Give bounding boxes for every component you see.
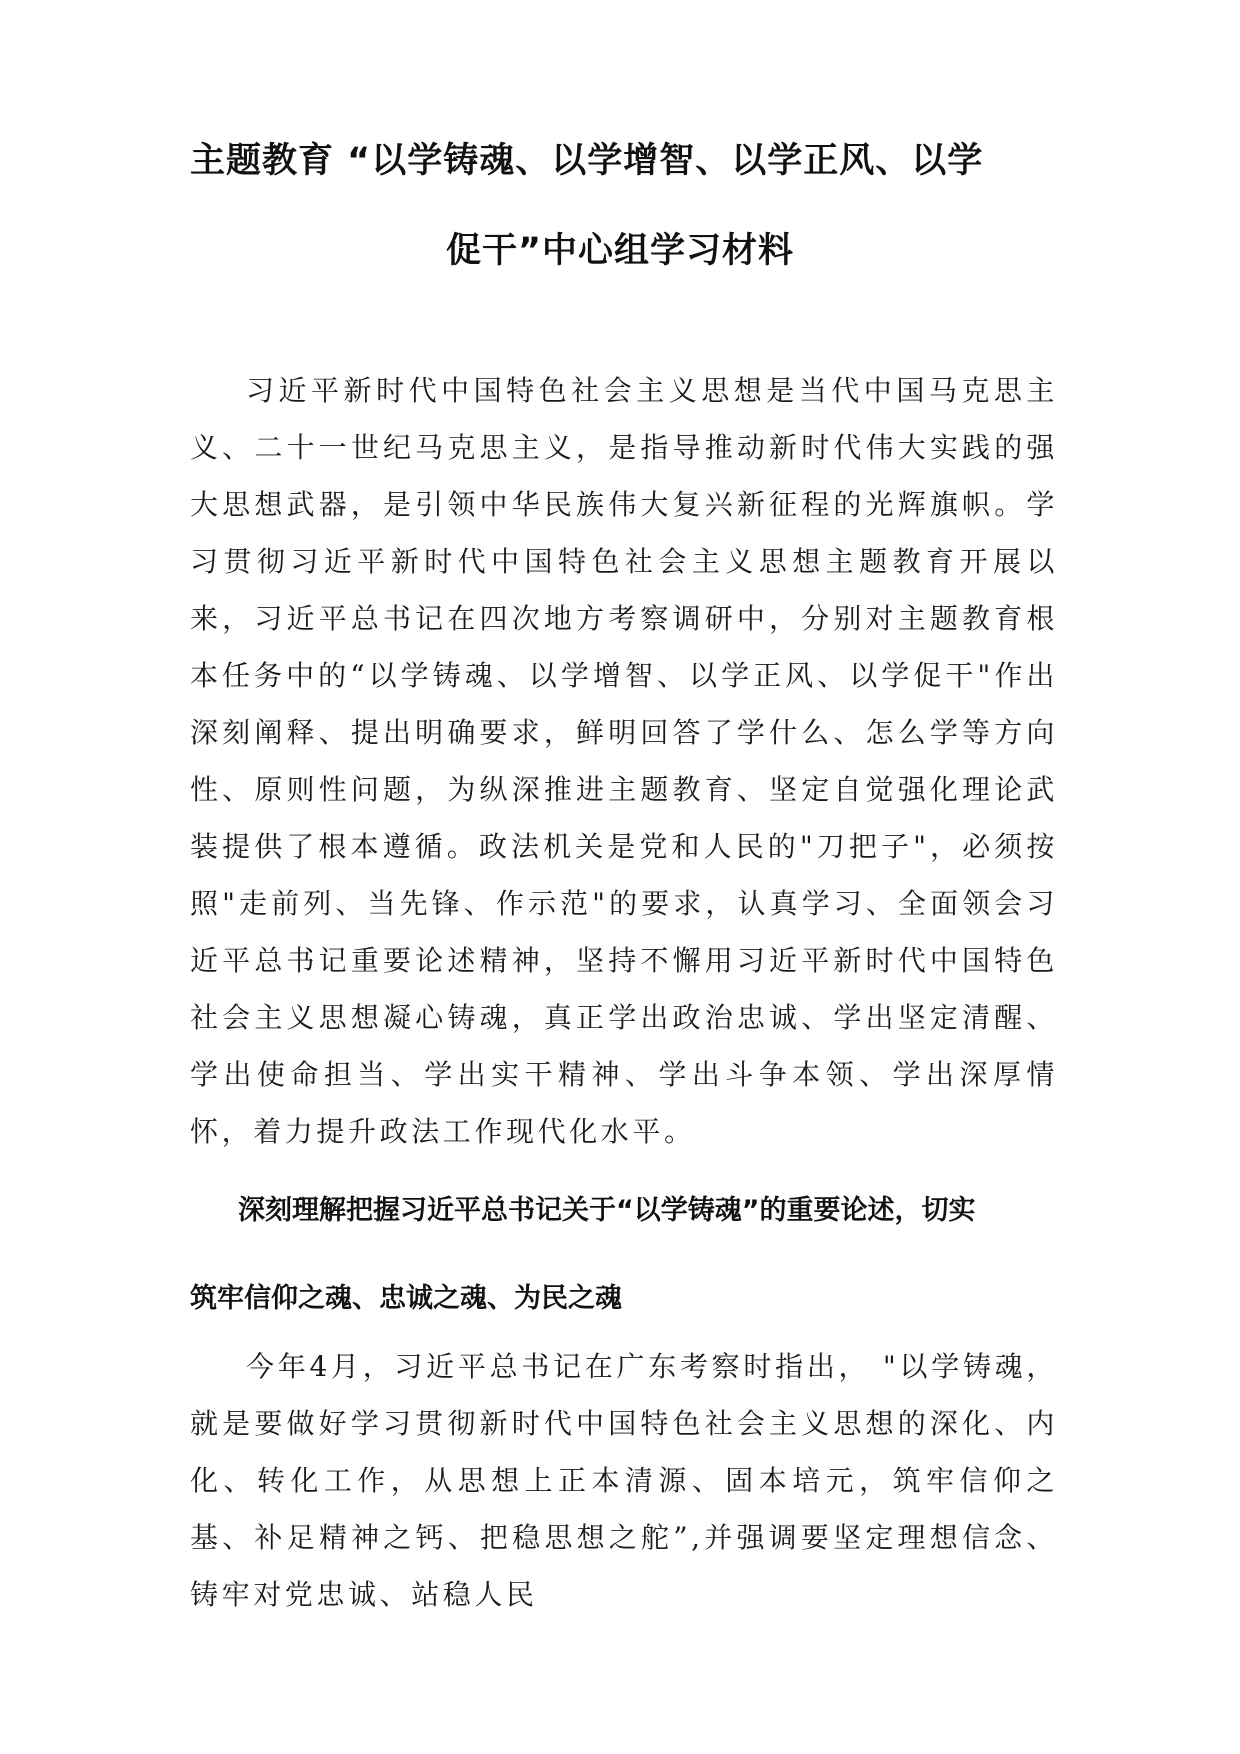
intro-paragraph: 习近平新时代中国特色社会主义思想是当代中国马克思主义、二十一世纪马克思主义，是指导推动新时代伟大实践的强大思想武器，是引领中华民族伟大复兴新征程的光辉旗帜。学习贯彻习近平新时代中国特色社会主义思想主题教育开展以来，习近平总书记在四次地方考察调研中，分别对主题教育根本任务中的“以学铸魂、以学增智、以学正风、以学促干"作出深刻阐释、提出明确要求，鲜明回答了学什么、怎么学等方向性、原则性问题，为纵深推进主题教育、坚定自觉强化理论武装提供了根本遵循。政法机关是党和人民的"刀把子"，必须按照"走前列、当先锋、作示范"的要求，认真学习、全面领会习近平总书记重要论述精神，坚持不懈用习近平新时代中国特色社会主义思想凝心铸魂，真正学出政治忠诚、学出坚定清醒、学出使命担当、学出实干精神、学出斗争本领、学出深厚情怀，着力提升政法工作现代化水平。	[190, 374, 1058, 1148]
section-heading-line-2: 筑牢信仰之魂、忠诚之魂、为民之魂	[190, 1283, 622, 1314]
section-heading-line-1: 深刻理解把握习近平总书记关于“以学铸魂”的重要论述，切实	[238, 1195, 976, 1226]
section-paragraph: 今年4月，习近平总书记在广东考察时指出， "以学铸魂，就是要做好学习贯彻新时代中国特色社会主义思想的深化、内化、转化工作，从思想上正本清源、固本培元，筑牢信仰之基、补足精神之钙、把稳思想之舵”,并强调要坚定理想信念、铸牢对党忠诚、站稳人民	[190, 1350, 1058, 1611]
section-heading	[190, 1167, 1058, 1343]
title-line-2: 促干”中心组学习材料	[445, 231, 794, 271]
document-title	[190, 116, 1050, 296]
title-line-1: 主题教育 “以学铸魂、以学增智、以学正风、以学	[190, 141, 984, 181]
